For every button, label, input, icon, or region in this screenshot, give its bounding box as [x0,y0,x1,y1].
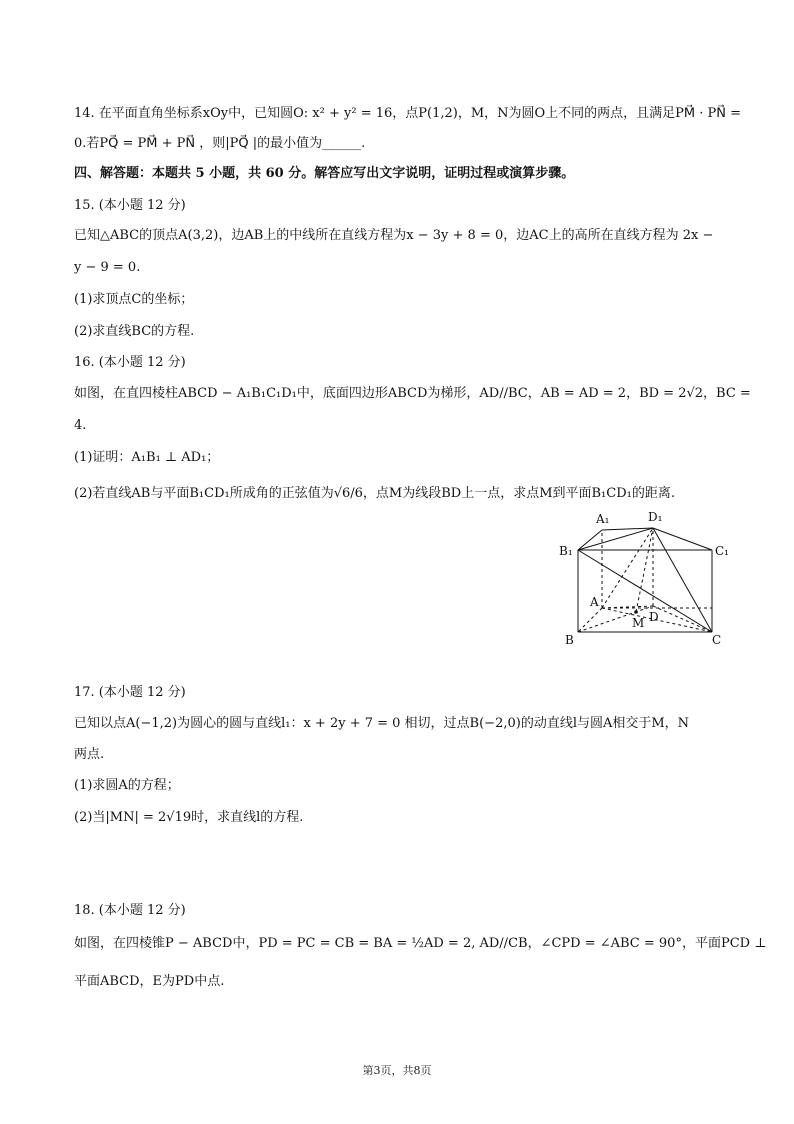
edge-d1-c1 [653,528,712,550]
q16-header: 16. (本小题 12 分) [74,355,186,370]
q16-part2: (2)若直线AB与平面B₁CD₁所成角的正弦值为√6/6，点M为线段BD上一点，求点M到平面B₁CD₁的距离. [74,486,675,501]
q14-line1: 14. 在平面直角坐标系xOy中，已知圆O: x² + y² = 16，点P(1,2)，M，N为圆O上不同的两点，且满足PM⃗ · PN⃗ = [74,106,742,121]
q15-line1: 已知△ABC的顶点A(3,2)，边AB上的中线所在直线方程为x − 3y + 8 = 0，边AC上的高所在直线方程为 2x − [74,228,714,243]
page-footer: 第3页，共8页 [362,1064,432,1077]
q17-header: 17. (本小题 12 分) [74,685,186,700]
q14-line2: 0.若PQ⃗ = PM⃗ + PN⃗ ，则|PQ⃗ |的最小值为______. [74,136,366,151]
edge-b1-d1 [578,528,653,550]
section-four-heading: 四、解答题：本题共 5 小题，共 60 分。解答应写出文字说明，证明过程或演算步骤。 [74,166,575,181]
edge-a1-d1 [602,528,653,530]
edge-b1-c [578,550,712,632]
edge-a-b [578,608,602,632]
q17-part2: (2)当|MN| = 2√19时，求直线l的方程. [74,810,304,825]
label-m: M [632,616,645,630]
label-c: C [712,633,722,647]
q18-header: 18. (本小题 12 分) [74,903,186,918]
q15-line2: y − 9 = 0. [74,260,141,275]
q17-line1: 已知以点A(−1,2)为圆心的圆与直线l₁：x + 2y + 7 = 0 相切，过点B(−2,0)的动直线l与圆A相交于M，N [74,716,690,731]
label-d1: D₁ [648,510,663,524]
q15-part2: (2)求直线BC的方程. [74,324,195,339]
q17-line2: 两点. [74,747,105,762]
label-b1: B₁ [559,544,573,558]
q16-part1: (1)证明：A₁B₁ ⊥ AD₁； [74,450,220,465]
q17-part1: (1)求圆A的方程； [74,778,180,793]
label-c1: C₁ [715,544,729,558]
q18-line2: 平面ABCD，E为PD中点. [74,974,225,989]
edge-d-c [653,606,712,632]
prism-figure [552,508,742,654]
label-d: D [649,610,659,624]
q16-line2: 4. [74,418,87,433]
point-m [634,610,638,614]
q15-part1: (1)求顶点C的坐标； [74,292,194,307]
label-a1: A₁ [596,512,610,526]
label-b: B [565,633,574,647]
label-a: A [590,595,599,609]
q18-line1: 如图，在四棱锥P − ABCD中，PD = PC = CB = BA = ½AD = 2, AD//CB，∠CPD = ∠ABC = 90°，平面PCD ⊥ [74,936,767,951]
q15-header: 15. (本小题 12 分) [74,198,186,213]
edge-d1-c [653,528,712,632]
q16-line1: 如图，在直四棱柱ABCD − A₁B₁C₁D₁中，底面四边形ABCD为梯形，AD//BC，AB = AD = 2，BD = 2√2，BC = [74,386,751,401]
